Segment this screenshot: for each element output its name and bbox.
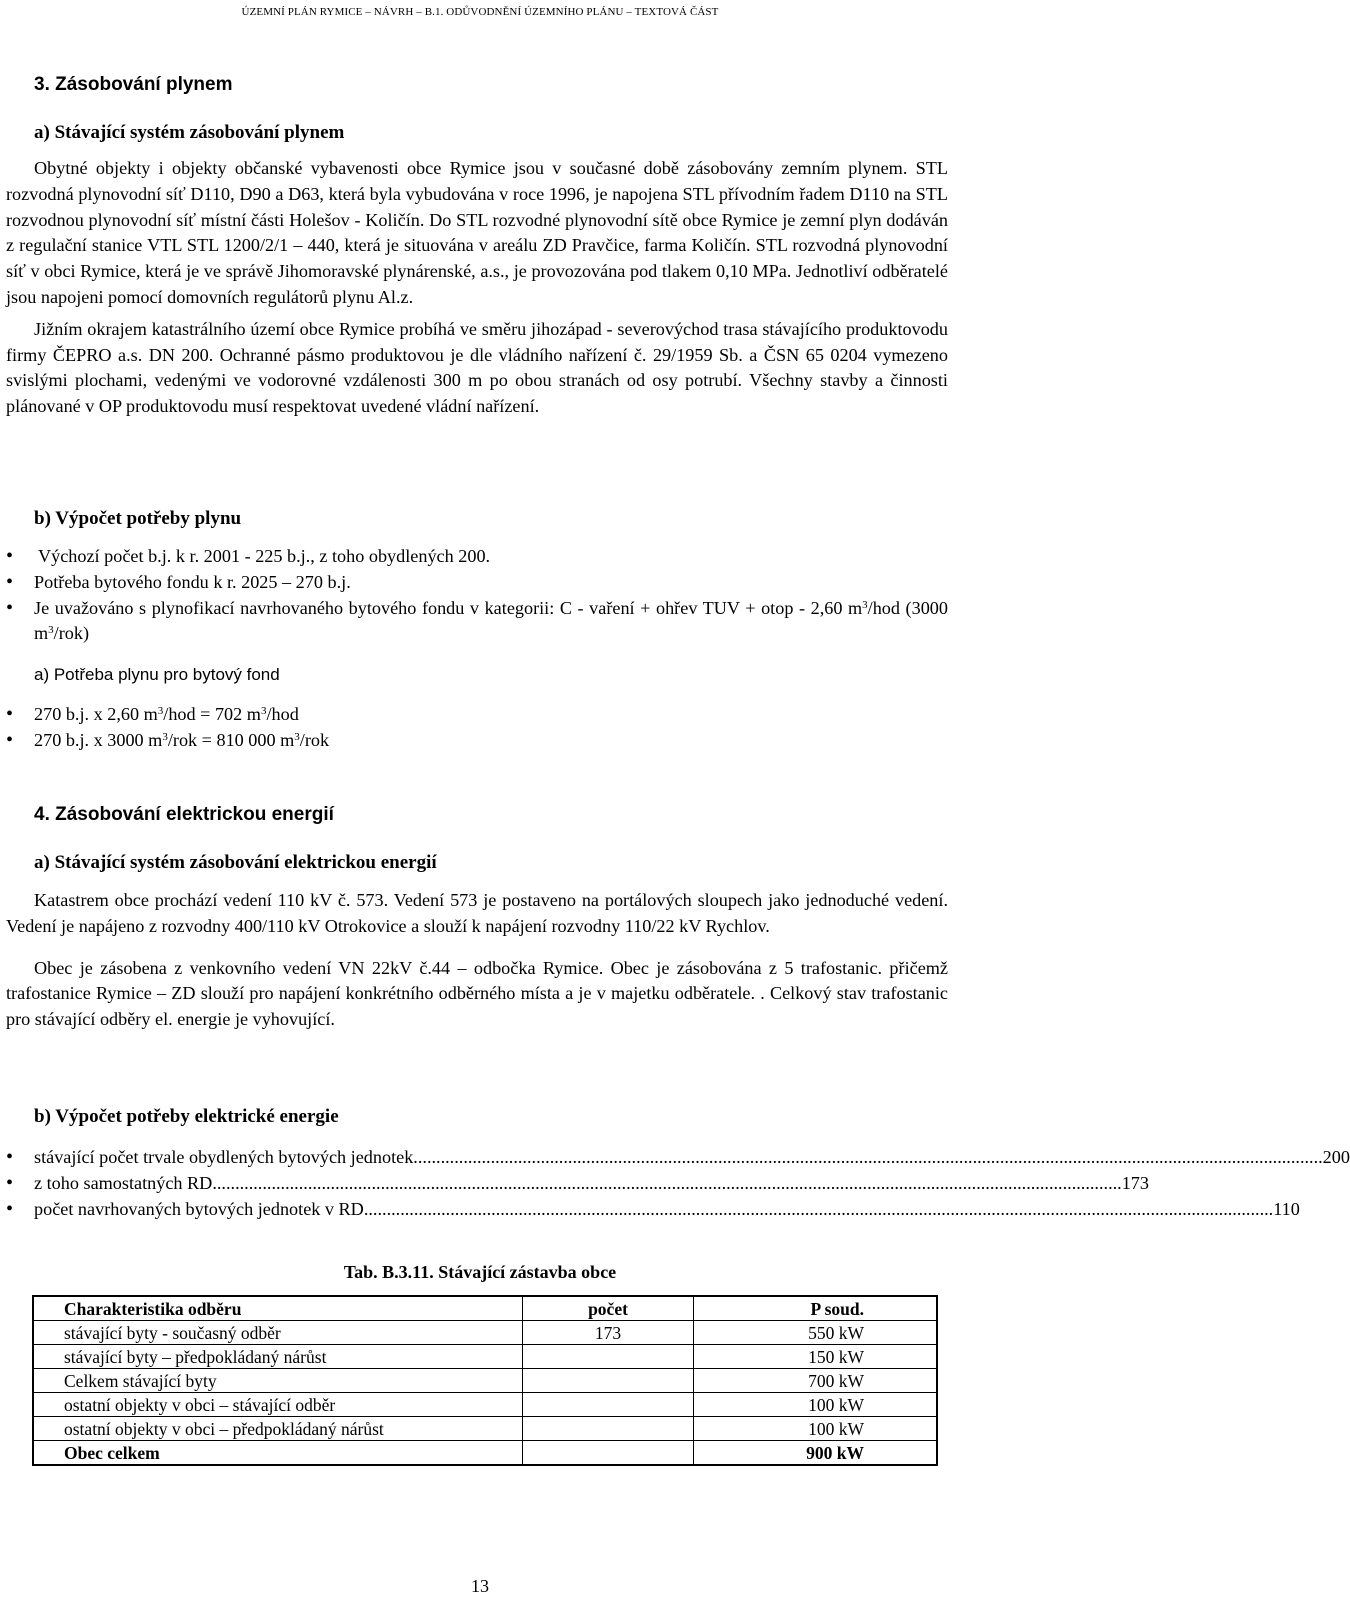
table-cell: Obec celkem <box>33 1441 523 1466</box>
table-cell <box>523 1393 694 1417</box>
table-cell: 150 kW <box>694 1345 938 1369</box>
section-3a-title: a) Stávající systém zásobování plynem <box>34 122 345 143</box>
list-item: • stávající počet trvale obydlených bytových jednotek ........................................................................................................................................................................................................ 200 <box>6 1145 948 1171</box>
list-item: • z toho samostatných RD ........................................................................................................................................................................................................ 173 <box>6 1171 948 1197</box>
table-cell <box>523 1369 694 1393</box>
table-cell: stávající byty – předpokládaný nárůst <box>33 1345 523 1369</box>
section-3-title: 3. Zásobování plynem <box>34 74 233 95</box>
table-total-row <box>33 1441 937 1466</box>
column-header: P soud. <box>694 1296 938 1321</box>
table-cell: 550 kW <box>694 1321 938 1345</box>
column-header: počet <box>523 1296 694 1321</box>
gas-demand-list <box>6 544 948 647</box>
table-row <box>33 1321 937 1345</box>
table-cell: 900 kW <box>694 1441 938 1466</box>
table-header-row <box>33 1296 937 1321</box>
table-cell: ostatní objekty v obci – předpokládaný nárůst <box>33 1417 523 1441</box>
section-3a-body <box>6 156 948 420</box>
table-cell <box>523 1441 694 1466</box>
table-cell: Celkem stávající byty <box>33 1369 523 1393</box>
column-header: Charakteristika odběru <box>33 1296 523 1321</box>
list-item: • 270 b.j. x 2,60 $m^3$/hod = 702 $m^3$/hod <box>6 702 948 728</box>
table-caption: Tab. B.3.11. Stávající zástavba obce <box>343 1262 617 1282</box>
section-3b-title: b) Výpočet potřeby plynu <box>34 508 242 529</box>
list-item: • Je uvažováno s plynofikací navrhovaného bytového fondu v kategorii: C - vaření + ohřev TUV + otop - 2,60 $m^3$/hod (3000 $m^3/rok$) <box>6 596 948 648</box>
table-cell <box>523 1345 694 1369</box>
table-cell: ostatní objekty v obci – stávající odběr <box>33 1393 523 1417</box>
paragraph: Obytné objekty i objekty občanské vybavenosti obce Rymice jsou v současné době zásobovány zemním plynem. STL rozvodná plynovodní síť D110, D90 a D63, která byla vybudována v roce 1996, je napojena STL přívodním řadem D110 na STL rozvodnou plynovodní síť místní části Holešov - Količín. Do STL rozvodné plynovodní sítě obce Rymice je zemní plyn dodáván z regulační stanice VTL STL 1200/2/1 – 440, která je situována v areálu ZD Pravčice, farma Količín. STL rozvodná plynovodní síť v obci Rymice, která je ve správě Jihomoravské plynárenské, a.s., je provozována pod tlakem 0,10 MPa. Jednotliví odběratelé jsou napojeni pomocí domovních regulátorů plynu Al.z. <box>6 158 948 307</box>
electric-list <box>6 1145 1350 1222</box>
section-4a-title: a) Stávající systém zásobování elektrickou energií <box>34 852 437 873</box>
section-4b-title: b) Výpočet potřeby elektrické energie <box>34 1106 339 1127</box>
page-header: ÚZEMNÍ PLÁN RYMICE – NÁVRH – B.1. ODŮVODNĚNÍ ÚZEMNÍHO PLÁNU – TEXTOVÁ ČÁST <box>241 6 719 18</box>
paragraph: Katastrem obce prochází vedení 110 kV č. 573. Vedení 573 je postaveno na portálových sloupech jako jednoduché vedení. Vedení je napájeno z rozvodny 400/110 kV Otrokovice a slouží k napájení rozvodny 110/22 kV Rychlov. <box>6 890 948 936</box>
list-item: • počet navrhovaných bytových jednotek v RD ........................................................................................................................................................................................................ 110 <box>6 1197 948 1223</box>
sub-title: a) Potřeba plynu pro bytový fond <box>34 665 280 684</box>
table-cell: 173 <box>523 1321 694 1345</box>
table-row <box>33 1345 937 1369</box>
section-4-title: 4. Zásobování elektrickou energií <box>34 804 334 825</box>
section-4a-body <box>6 888 948 1033</box>
paragraph: Jižním okrajem katastrálního území obce Rymice probíhá ve směru jihozápad - severovýchod trasa stávajícího produktovodu firmy ČEPRO a.s. DN 200. Ochranné pásmo produktovou je dle vládního nařízení č. 29/1959 Sb. a ČSN 65 0204 vymezeno svislými plochami, vedenými ve vodorovné vzdálenosti 300 m po obou stranách od osy potrubí. Všechny stavby a činnosti plánované v OP produktovodu musí respektovat uvedené vládní nařízení. <box>6 318 948 417</box>
table-cell <box>523 1417 694 1441</box>
table-cell: 700 kW <box>694 1369 938 1393</box>
table-cell: stávající byty - současný odběr <box>33 1321 523 1345</box>
list-item: • Potřeba bytového fondu k r. 2025 – 270 b.j. <box>6 570 948 596</box>
list-item: • Výchozí počet b.j. k r. 2001 - 225 b.j., z toho obydlených 200. <box>6 544 948 570</box>
gas-calc-list <box>6 702 948 754</box>
table-row <box>33 1393 937 1417</box>
page-number: 13 <box>471 1576 489 1596</box>
paragraph: Obec je zásobena z venkovního vedení VN 22kV č.44 – odbočka Rymice. Obec je zásobována z 5 trafostanic. přičemž trafostanice Rymice – ZD slouží pro napájení konkrétního odběrného místa a je v majetku odběratele. . Celkový stav trafostanic pro stávající odběry el. energie je vyhovující. <box>6 957 948 1030</box>
table-cell: 100 kW <box>694 1393 938 1417</box>
table-row <box>33 1417 937 1441</box>
consumption-table <box>32 1295 938 1466</box>
list-item: • 270 b.j. x 3000 $m^3$/rok = 810 000 $m^3$/rok <box>6 728 948 754</box>
table-row <box>33 1369 937 1393</box>
table-cell: 100 kW <box>694 1417 938 1441</box>
